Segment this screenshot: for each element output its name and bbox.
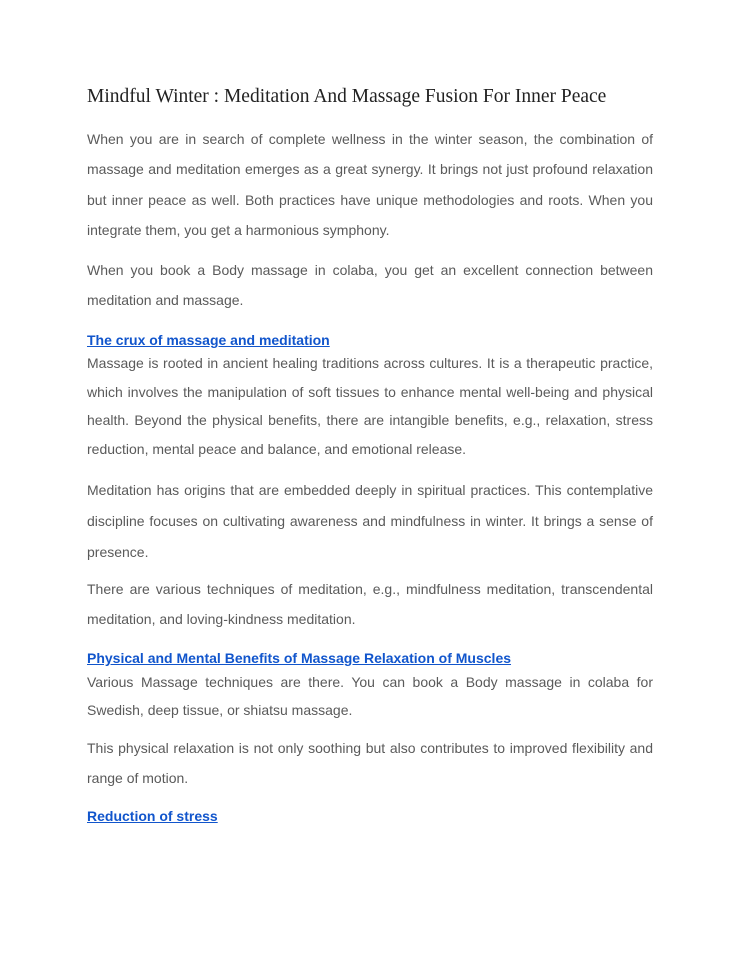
document-title: Mindful Winter : Meditation And Massage Fusion For Inner Peace [87, 86, 607, 107]
heading-link-benefits[interactable]: Physical and Mental Benefits of Massage Relaxation of Muscles [87, 650, 512, 666]
paragraph-intro: When you are in search of complete wellness in the winter season, the combination of massage and meditation emerges as a great synergy. It brings not just profound relaxation but inner peace as well. Both practices have unique methodologies and roots. When you integrate them, you get a harmonious symphony. [87, 131, 653, 238]
paragraph-meditation: Meditation has origins that are embedded deeply in spiritual practices. This contemplative discipline focuses on cultivating awareness and mindfulness in winter. It brings a sense of presence. [87, 482, 653, 560]
heading-link-stress[interactable]: Reduction of stress [87, 808, 218, 824]
paragraph-techniques: There are various techniques of meditation, e.g., mindfulness meditation, transcendental meditation, and loving-kindness meditation. [87, 581, 653, 627]
paragraph-massage-types: Various Massage techniques are there. You can book a Body massage in colaba for Swedish, deep tissue, or shiatsu massage. [87, 674, 653, 718]
paragraph-relaxation: This physical relaxation is not only soothing but also contributes to improved flexibility and range of motion. [87, 740, 653, 786]
paragraph-booking: When you book a Body massage in colaba, you get an excellent connection between meditation and massage. [87, 262, 653, 309]
paragraph-massage: Massage is rooted in ancient healing traditions across cultures. It is a therapeutic practice, which involves the manipulation of soft tissues to enhance mental well-being and physical health. Beyond the physical benefits, there are intangible benefits, e.g., relaxation, stress reduction, mental peace and balance, and emotional release. [87, 355, 653, 458]
heading-link-crux[interactable]: The crux of massage and meditation [87, 332, 330, 348]
